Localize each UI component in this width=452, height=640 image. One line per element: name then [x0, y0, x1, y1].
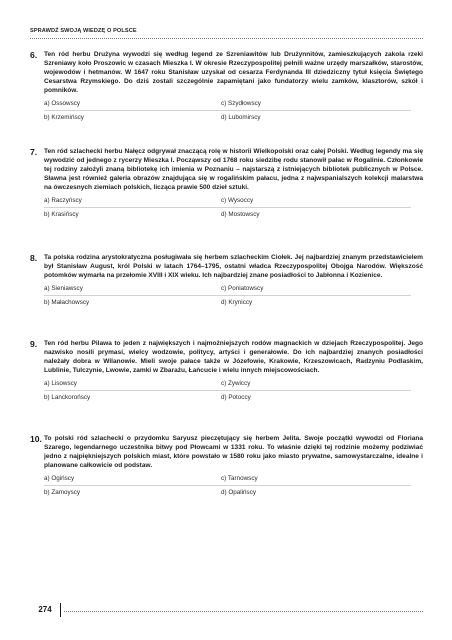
option-a[interactable]: a) Ossowscy: [44, 100, 81, 108]
option-a[interactable]: a) Ogińscy: [44, 475, 75, 483]
question-text: Ten ród herbu Pilawa to jeden z największych i najmożniejszych rodów magnackich w dziejach Rzeczypospolitej. Jego nazwisko nosili prymasi, wielcy wodzowie, politycy, artyści i generałowie. Do ich najbardziej znanych posiadłości należały dobra w Wilanowie. Mieli swoje pałace także w Józefowie, Krakowie, Krzeszowicach, Radzyniu Podlaskim, Lublinie, Tulczynie, Lwowie, zamki w Zbarażu, Łańcucie i wielu innych miejscowościach.: [44, 340, 423, 375]
option-d[interactable]: d) Potoccy: [221, 394, 251, 402]
option-d[interactable]: d) Kryniccy: [221, 299, 253, 307]
option-c[interactable]: c) Poniatowscy: [221, 285, 264, 293]
option-divider: [44, 485, 411, 486]
option-b[interactable]: b) Lanckorońscy: [44, 394, 91, 402]
answer-options: [44, 195, 423, 220]
option-a[interactable]: a) Raczyńscy: [44, 197, 82, 205]
option-d[interactable]: d) Mostowscy: [221, 211, 260, 219]
answer-options: [44, 283, 423, 308]
question-number: 8.: [30, 253, 38, 263]
option-divider: [44, 390, 411, 391]
question-text: Ten ród herbu Drużyna wywodzi się według legend ze Szreniawitów lub Drużynnitów, zamieszkujących zakola rzeki Szreniawy koło Proszowic w czasach Mieszka I. W okresie Rzeczypospolitej pełnili ważne urzędy marszałków, starostów, wojewodów i hetmanów. W 1647 roku Stanisław uzyskał od cesarza Ferdynanda III dziedziczny tytuł księcia Świętego Cesarstwa Rzymskiego. Do dziś zostali szczególnie zapamiętani jako fundatorzy wielu zamków, klasztorów, szkół i pomników.: [44, 51, 423, 95]
option-b[interactable]: b) Małachowscy: [44, 299, 90, 307]
footer-divider: [64, 611, 423, 612]
option-b[interactable]: b) Krasińscy: [44, 211, 79, 219]
option-d[interactable]: d) Lubomirscy: [221, 114, 261, 122]
header-divider: [30, 38, 423, 39]
question-text: Ta polska rodzina arystokratyczna posługiwała się herbem szlacheckim Ciołek. Jej najbardziej znanym przedstawicielem był Stanisław August, król Polski w latach 1764–1795, ostatni władca Rzeczypospolitej Obojga Narodów. Większość potomków wymarła na przełomie XVIII i XIX wieku. Ich najbardziej znane posiadłości to Jabłonna i Kozienice.: [44, 254, 423, 280]
page-number: 274: [30, 603, 61, 617]
answer-options: [44, 98, 423, 123]
option-divider: [44, 207, 411, 208]
option-b[interactable]: b) Zamoyscy: [44, 489, 81, 497]
option-c[interactable]: c) Zywiccy: [221, 380, 251, 388]
question-8: [30, 253, 423, 308]
answer-options: [44, 473, 423, 498]
option-divider: [44, 295, 411, 296]
option-c[interactable]: c) Szydłowscy: [221, 100, 261, 108]
option-c[interactable]: c) Tarnowscy: [221, 475, 258, 483]
option-b[interactable]: b) Krzemińscy: [44, 114, 84, 122]
option-a[interactable]: a) Lisowscy: [44, 380, 77, 388]
question-6: [30, 50, 423, 123]
question-10: [30, 434, 423, 498]
option-c[interactable]: c) Wysoccy: [221, 197, 254, 205]
question-9: [30, 339, 423, 403]
answer-options: [44, 378, 423, 403]
question-number: 6.: [30, 50, 38, 60]
option-a[interactable]: a) Sieniawscy: [44, 285, 83, 293]
question-text: Ten ród szlachecki herbu Nałęcz odgrywał znaczącą rolę w historii Wielkopolski oraz całej Polski. Według legendy ma się wywodzić od jednego z rycerzy Mieszka I. Począwszy od 1768 roku siedzibę rodu stanowił pałac w Rogalinie. Członkowie tej rodziny założyli znaną bibliotekę ich imienia w Poznaniu – najstarszą z istniejących bibliotek publicznych w Polsce. Sławna jest również galeria obrazów znajdująca się w rogalińskim pałacu, jedna z najwspanialszych kolekcji malarstwa na ówczesnych ziemiach polskich, licząca prawie 500 dzieł sztuki.: [44, 148, 423, 192]
question-number: 9.: [30, 339, 38, 349]
question-7: [30, 147, 423, 220]
question-number: 10.: [30, 434, 42, 444]
option-d[interactable]: d) Opalińscy: [221, 489, 256, 497]
option-divider: [44, 110, 411, 111]
running-header: SPRAWDŹ SWOJĄ WIEDZĘ O POLSCE: [30, 28, 137, 34]
question-text: To polski ród szlachecki o przydomku Saryusz pieczętujący się herbem Jelita. Swoje początki wywodzi od Floriana Szarego, legendarnego uczestnika bitwy pod Płowcami w 1331 roku. To właśnie dzięki tej rodzinie możemy podziwiać jedno z najpiękniejszych polskich miast, które powstało w 1580 roku jako miasto prywatne, samowystarczalne, idealne i planowane całkowicie od podstaw.: [44, 435, 423, 470]
question-number: 7.: [30, 147, 38, 157]
